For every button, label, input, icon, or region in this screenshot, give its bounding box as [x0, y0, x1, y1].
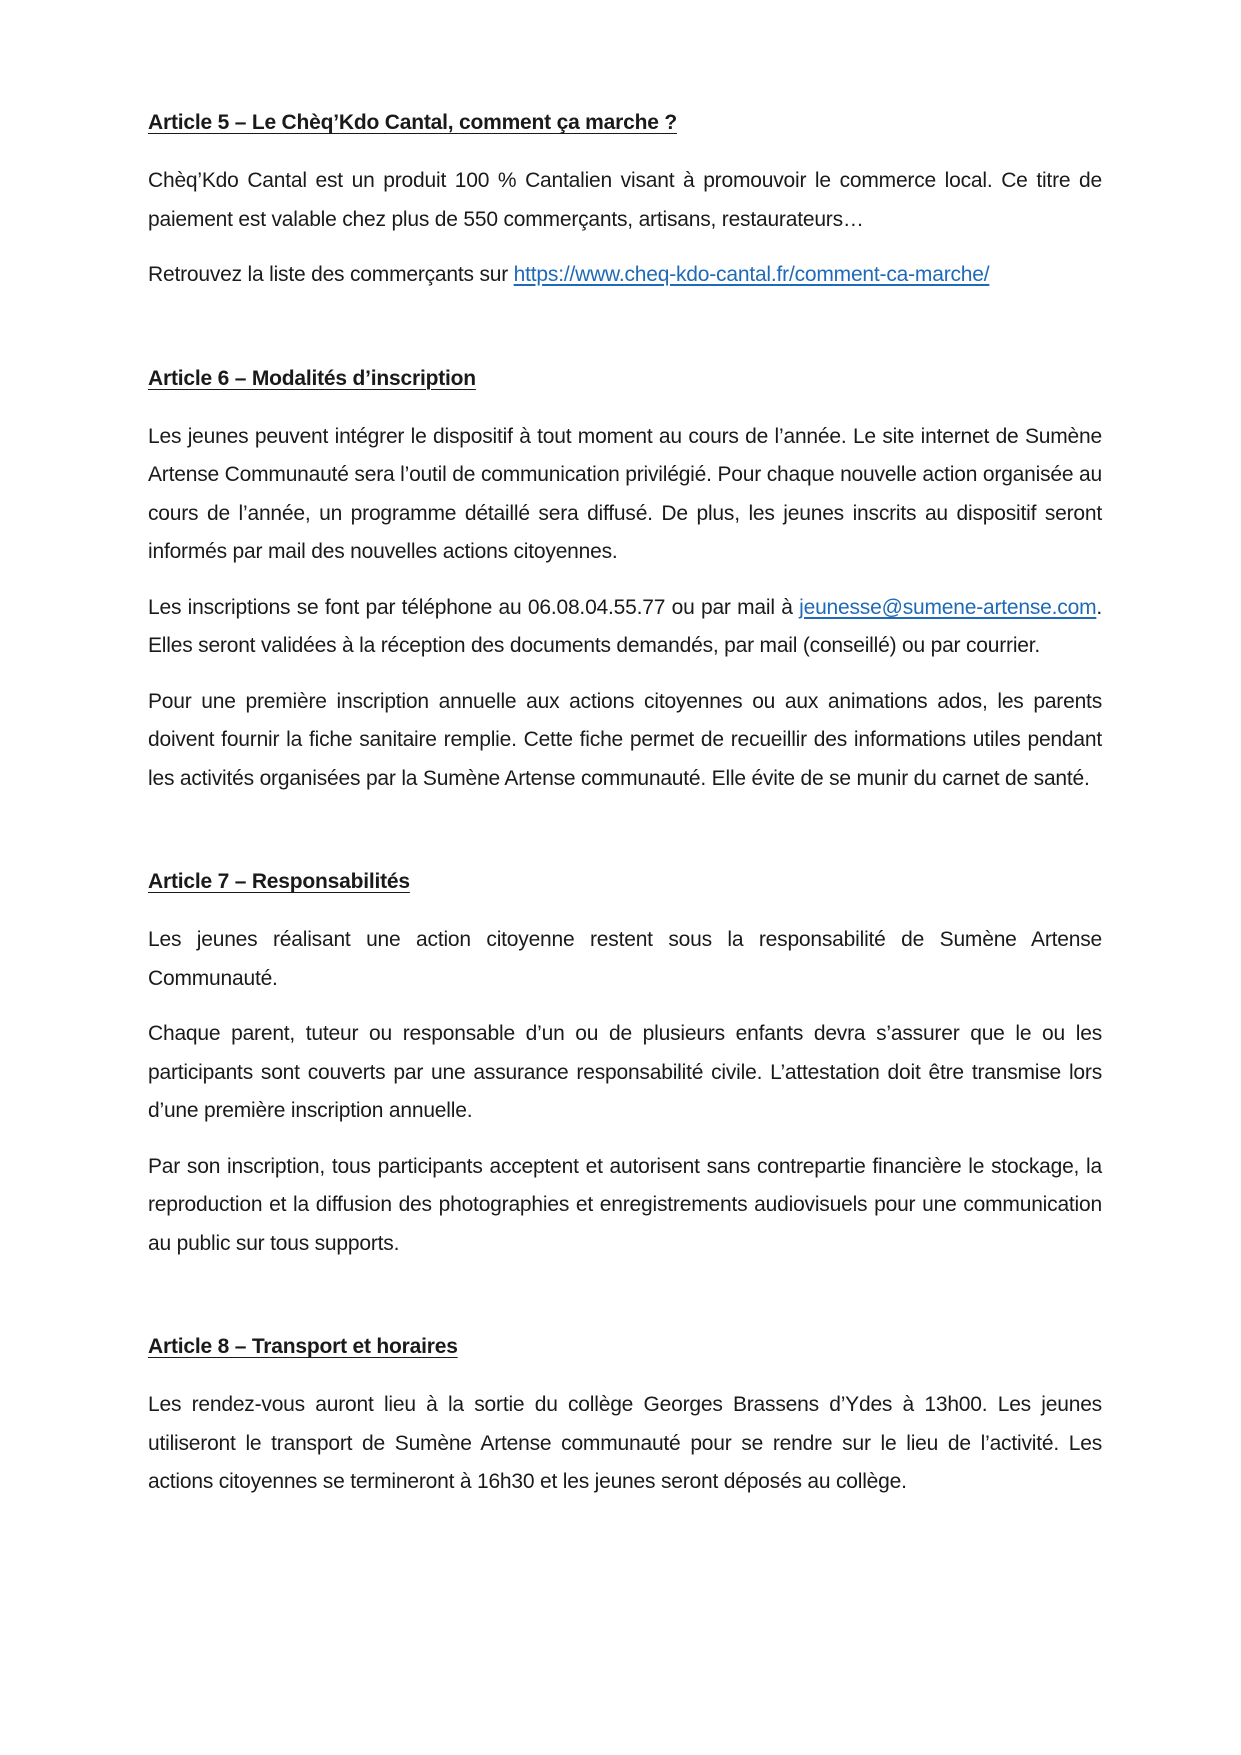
article-5-paragraph-2	[148, 256, 1102, 295]
email-link[interactable]: jeunesse@sumene-artense.com	[799, 595, 1097, 619]
article-7	[148, 867, 1102, 1263]
document-page	[148, 108, 1102, 1519]
article-6-paragraph-3: Pour une première inscription annuelle aux actions citoyennes ou aux animations ados, les parents doivent fournir la fiche sanitaire remplie. Cette fiche permet de recueillir des informations utiles pendant les activités organisées par la Sumène Artense communauté. Elle évite de se munir du carnet de santé.	[148, 689, 1102, 790]
article-6-paragraph-2-text: Les inscriptions se font par téléphone au 06.08.04.55.77 ou par mail à	[148, 595, 800, 619]
cheq-kdo-link[interactable]: https://www.cheq-kdo-cantal.fr/comment-ca-marche/	[513, 263, 990, 286]
article-6-paragraph-2	[148, 589, 1102, 666]
article-6-paragraph-2-after: . Elles seront validées à la réception des documents demandés, par mail (conseillé) ou par courrier.	[148, 595, 1102, 657]
article-6	[148, 364, 1102, 799]
article-7-paragraph-3: Par son inscription, tous participants acceptent et autorisent sans contrepartie financière le stockage, la reproduction et la diffusion des photographies et enregistrements audiovisuels pour une communication au public sur tous supports.	[148, 1154, 1102, 1255]
spacer	[148, 815, 1102, 867]
article-7-paragraph-2: Chaque parent, tuteur ou responsable d’un ou de plusieurs enfants devra s’assurer que le ou les participants sont couverts par une assurance responsabilité civile. L’attestation doit être transmise lors d’une première inscription annuelle.	[148, 1022, 1102, 1122]
article-7-paragraph-1: Les jeunes réalisant une action citoyenne restent sous la responsabilité de Sumène Artense Communauté.	[148, 928, 1102, 990]
article-6-title: Article 6 – Modalités d’inscription	[148, 366, 476, 390]
article-8-title: Article 8 – Transport et horaires	[148, 1335, 458, 1358]
article-5	[148, 108, 1102, 295]
article-5-paragraph-1: Chèq’Kdo Cantal est un produit 100 % Cantalien visant à promouvoir le commerce local. Ce titre de paiement est valable chez plus de 550 commerçants, artisans, restaurateurs…	[148, 169, 1102, 231]
article-8	[148, 1332, 1102, 1502]
article-8-paragraph-1: Les rendez-vous auront lieu à la sortie du collège Georges Brassens d’Ydes à 13h00. Les jeunes utiliseront le transport de Sumène Artense communauté pour se rendre sur le lieu de l’activité. Les actions citoyennes se termineront à 16h30 et les jeunes seront déposés au collège.	[148, 1393, 1102, 1493]
spacer	[148, 1280, 1102, 1332]
article-5-title: Article 5 – Le Chèq’Kdo Cantal, comment ça marche ?	[148, 111, 677, 134]
article-7-title: Article 7 – Responsabilités	[148, 870, 410, 893]
article-5-paragraph-2-text: Retrouvez la liste des commerçants sur	[148, 263, 514, 286]
spacer	[148, 312, 1102, 364]
article-6-paragraph-1: Les jeunes peuvent intégrer le dispositif à tout moment au cours de l’année. Le site internet de Sumène Artense Communauté sera l’outil de communication privilégié. Pour chaque nouvelle action organisée au cours de l’année, un programme détaillé sera diffusé. De plus, les jeunes inscrits au dispositif seront informés par mail des nouvelles actions citoyennes.	[148, 424, 1102, 563]
